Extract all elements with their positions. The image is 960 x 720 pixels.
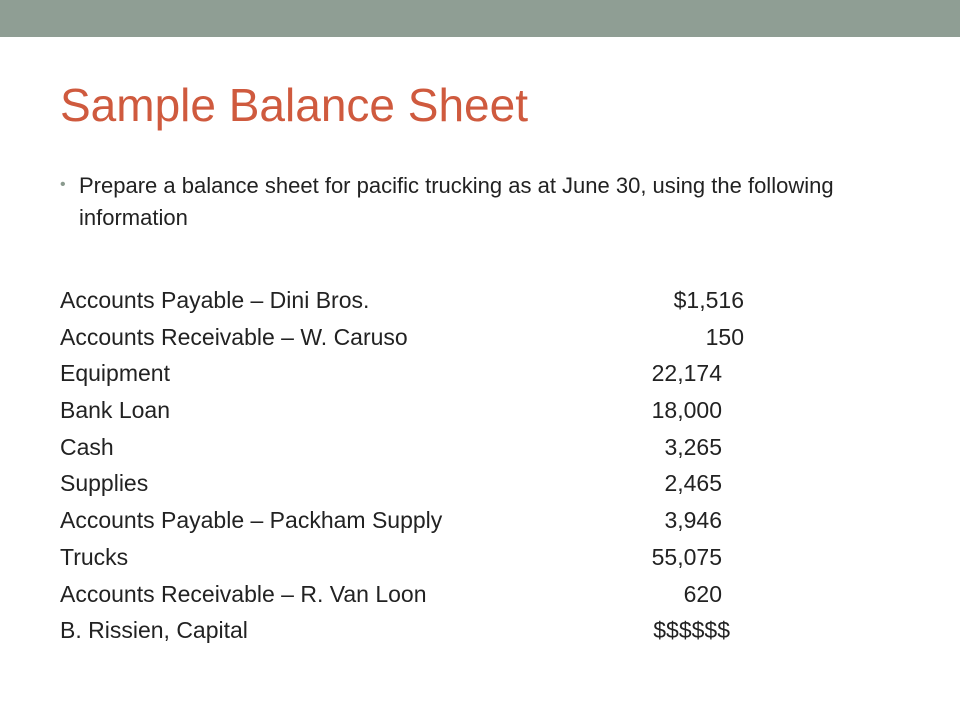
account-row	[60, 319, 760, 356]
account-row	[60, 576, 760, 613]
account-label: Bank Loan	[60, 397, 170, 424]
bullet-dot-icon: •	[60, 176, 66, 193]
account-amount: 3,946	[664, 507, 722, 534]
account-label: Trucks	[60, 543, 129, 570]
account-amount: 22,174	[651, 360, 722, 387]
account-amount: 620	[683, 580, 722, 607]
account-label: Supplies	[60, 470, 149, 497]
account-row	[60, 282, 760, 319]
account-label: Accounts Payable – Dini Bros.	[60, 287, 370, 313]
account-label: Accounts Payable – Packham Supply	[60, 507, 443, 534]
account-row	[60, 355, 760, 392]
account-row	[60, 539, 760, 576]
account-label: Equipment	[60, 360, 170, 387]
account-label: Cash	[60, 433, 114, 460]
account-row	[60, 502, 760, 539]
account-row	[60, 392, 760, 429]
account-amount: $1,516	[673, 287, 744, 313]
account-amount: 150	[705, 323, 744, 350]
bullet-list	[60, 170, 860, 234]
top-accent-bar	[0, 0, 960, 37]
account-label: B. Rissien, Capital	[60, 617, 248, 644]
account-amount: 18,000	[651, 397, 722, 424]
account-amount: 2,465	[664, 470, 722, 497]
account-row	[60, 429, 760, 466]
account-row	[60, 465, 760, 502]
account-label: Accounts Receivable – R. Van Loon	[60, 580, 427, 607]
slide-title: Sample Balance Sheet	[60, 79, 528, 131]
account-amount: 55,075	[651, 543, 722, 570]
account-list	[60, 282, 760, 649]
account-label: Accounts Receivable – W. Caruso	[60, 323, 408, 350]
account-row	[60, 612, 760, 649]
bullet-text: Prepare a balance sheet for pacific trucking as at June 30, using the following information	[79, 173, 834, 230]
account-amount: $$$$$$	[653, 617, 730, 644]
account-amount: 3,265	[664, 433, 722, 460]
